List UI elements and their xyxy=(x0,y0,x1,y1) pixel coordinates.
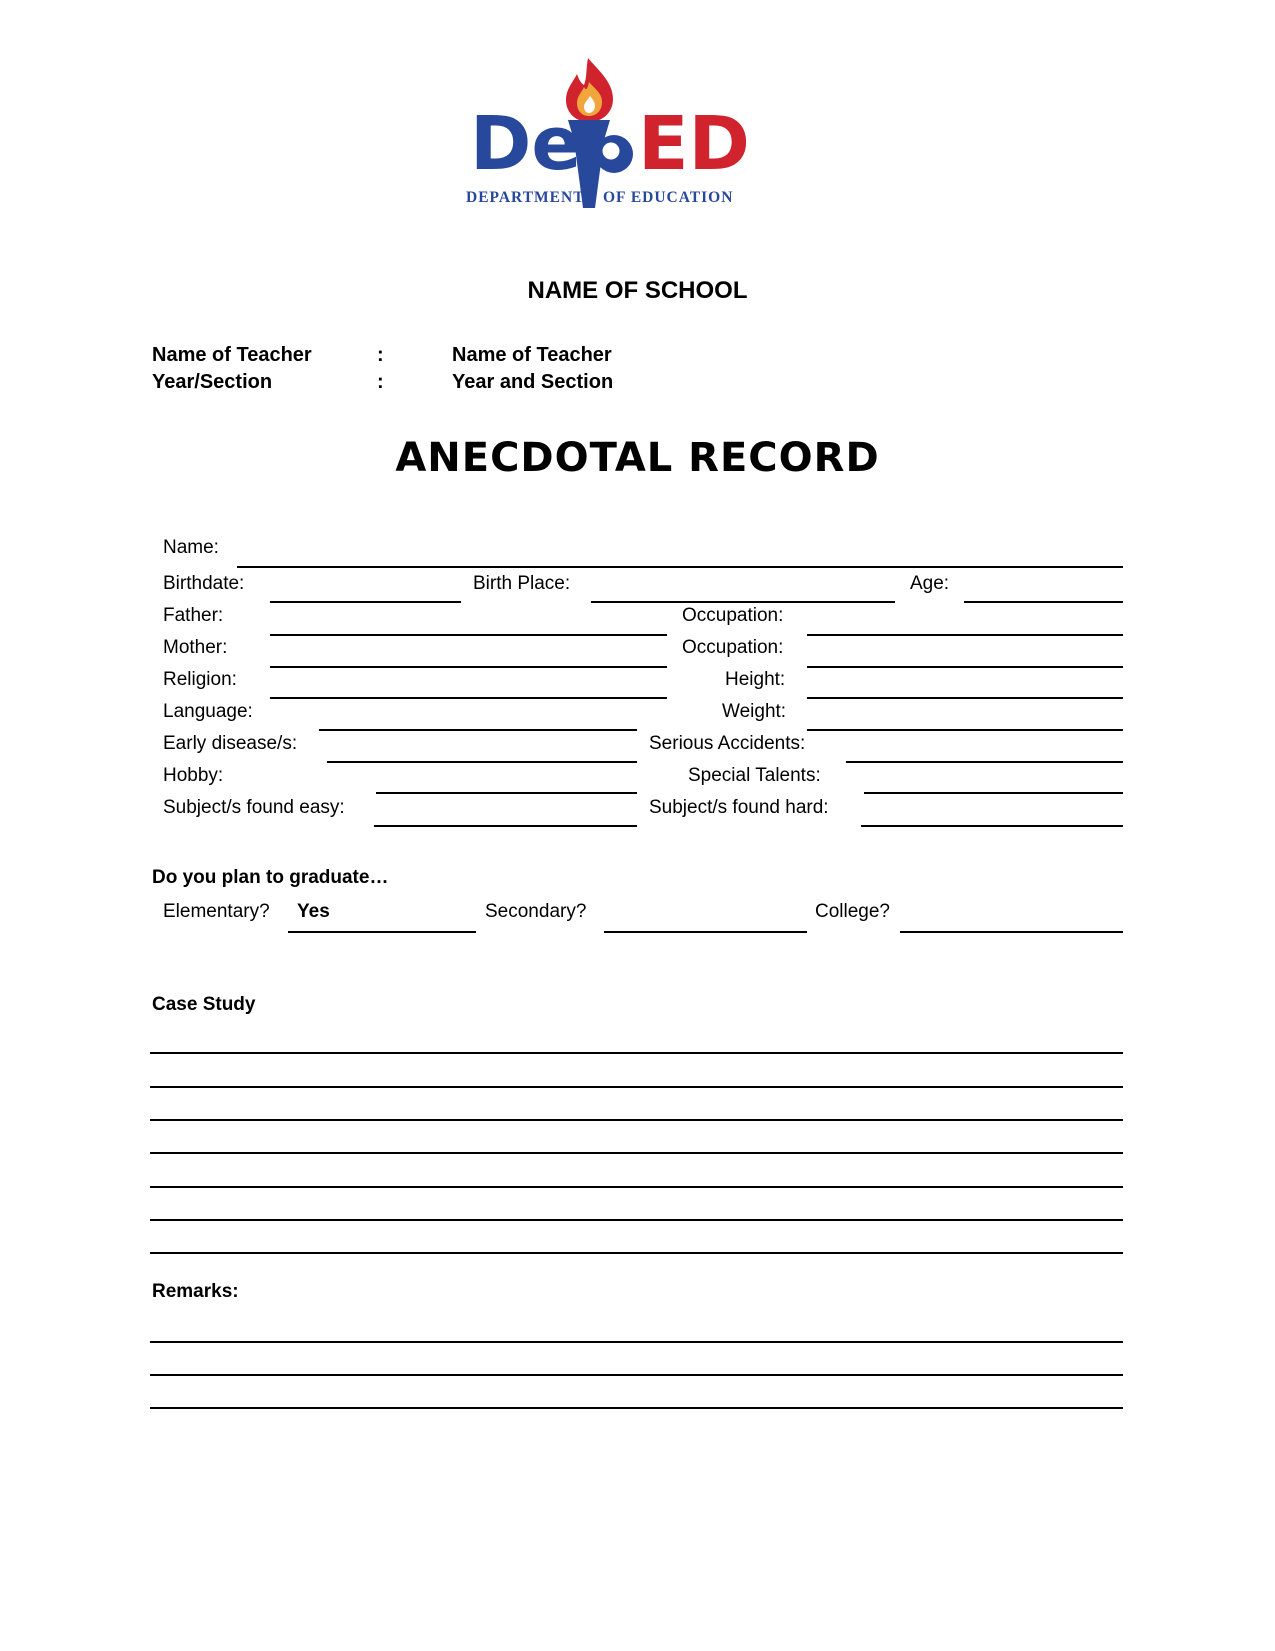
early-diseases-label: Early disease/s: xyxy=(163,733,298,754)
year-section-value: Year and Section xyxy=(452,371,614,393)
birth-place-label: Birth Place: xyxy=(473,573,571,594)
college-label: College? xyxy=(815,901,890,922)
logo-word-left: De xyxy=(470,101,582,187)
college-field-line[interactable] xyxy=(900,931,1123,933)
secondary-label: Secondary? xyxy=(485,901,587,922)
early-diseases-field-line[interactable] xyxy=(327,761,637,763)
case-study-line[interactable] xyxy=(150,1086,1123,1088)
religion-label: Religion: xyxy=(163,669,237,690)
elementary-value: Yes xyxy=(297,901,330,922)
hobby-field-line[interactable] xyxy=(376,792,637,794)
special-talents-label: Special Talents: xyxy=(688,765,821,786)
height-field-line[interactable] xyxy=(807,697,1123,699)
name-field-line[interactable] xyxy=(237,566,1123,568)
father-label: Father: xyxy=(163,605,224,626)
father-occupation-field-line[interactable] xyxy=(807,634,1123,636)
year-section-colon: : xyxy=(377,371,384,393)
father-field-line[interactable] xyxy=(270,634,667,636)
serious-accidents-field-line[interactable] xyxy=(846,761,1123,763)
subjects-easy-field-line[interactable] xyxy=(374,825,637,827)
serious-accidents-label: Serious Accidents: xyxy=(649,733,806,754)
birthdate-field-line[interactable] xyxy=(270,601,461,603)
teacher-name-value: Name of Teacher xyxy=(452,344,612,366)
father-occupation-label: Occupation: xyxy=(682,605,784,626)
birth-place-field-line[interactable] xyxy=(591,601,895,603)
case-study-line[interactable] xyxy=(150,1052,1123,1054)
deped-logo xyxy=(462,56,772,214)
year-section-row xyxy=(152,369,613,395)
hobby-label: Hobby: xyxy=(163,765,224,786)
name-label: Name: xyxy=(163,537,219,558)
remarks-heading: Remarks: xyxy=(152,1281,239,1302)
remarks-line[interactable] xyxy=(150,1341,1123,1343)
mother-label: Mother: xyxy=(163,637,228,658)
teacher-name-row xyxy=(152,342,612,368)
year-section-label: Year/Section xyxy=(152,371,273,393)
teacher-name-label: Name of Teacher xyxy=(152,344,312,366)
case-study-line[interactable] xyxy=(150,1219,1123,1221)
weight-field-line[interactable] xyxy=(807,729,1123,731)
case-study-line[interactable] xyxy=(150,1152,1123,1154)
logo-word-right: ED xyxy=(638,101,750,187)
case-study-heading: Case Study xyxy=(152,994,256,1015)
elementary-label: Elementary? xyxy=(163,901,270,922)
mother-occupation-label: Occupation: xyxy=(682,637,784,658)
special-talents-field-line[interactable] xyxy=(864,792,1123,794)
remarks-line[interactable] xyxy=(150,1374,1123,1376)
school-name-heading: NAME OF SCHOOL xyxy=(527,277,748,304)
mother-field-line[interactable] xyxy=(270,666,667,668)
birthdate-label: Birthdate: xyxy=(163,573,245,594)
logo-caption-left: DEPARTMENT xyxy=(466,189,585,206)
religion-field-line[interactable] xyxy=(270,697,667,699)
age-field-line[interactable] xyxy=(964,601,1123,603)
secondary-field-line[interactable] xyxy=(604,931,807,933)
remarks-line[interactable] xyxy=(150,1407,1123,1409)
weight-label: Weight: xyxy=(722,701,787,722)
subjects-hard-field-line[interactable] xyxy=(861,825,1123,827)
subjects-hard-label: Subject/s found hard: xyxy=(649,797,829,818)
logo-caption-right: OF EDUCATION xyxy=(603,189,734,206)
language-field-line[interactable] xyxy=(319,729,637,731)
height-label: Height: xyxy=(725,669,786,690)
subjects-easy-label: Subject/s found easy: xyxy=(163,797,345,818)
elementary-field-line[interactable] xyxy=(288,931,476,933)
case-study-line[interactable] xyxy=(150,1186,1123,1188)
language-label: Language: xyxy=(163,701,253,722)
case-study-line[interactable] xyxy=(150,1252,1123,1254)
mother-occupation-field-line[interactable] xyxy=(807,666,1123,668)
teacher-name-colon: : xyxy=(377,344,384,366)
case-study-line[interactable] xyxy=(150,1119,1123,1121)
age-label: Age: xyxy=(910,573,950,594)
page-title: ANECDOTAL RECORD xyxy=(395,435,880,481)
graduate-heading: Do you plan to graduate… xyxy=(152,867,389,888)
